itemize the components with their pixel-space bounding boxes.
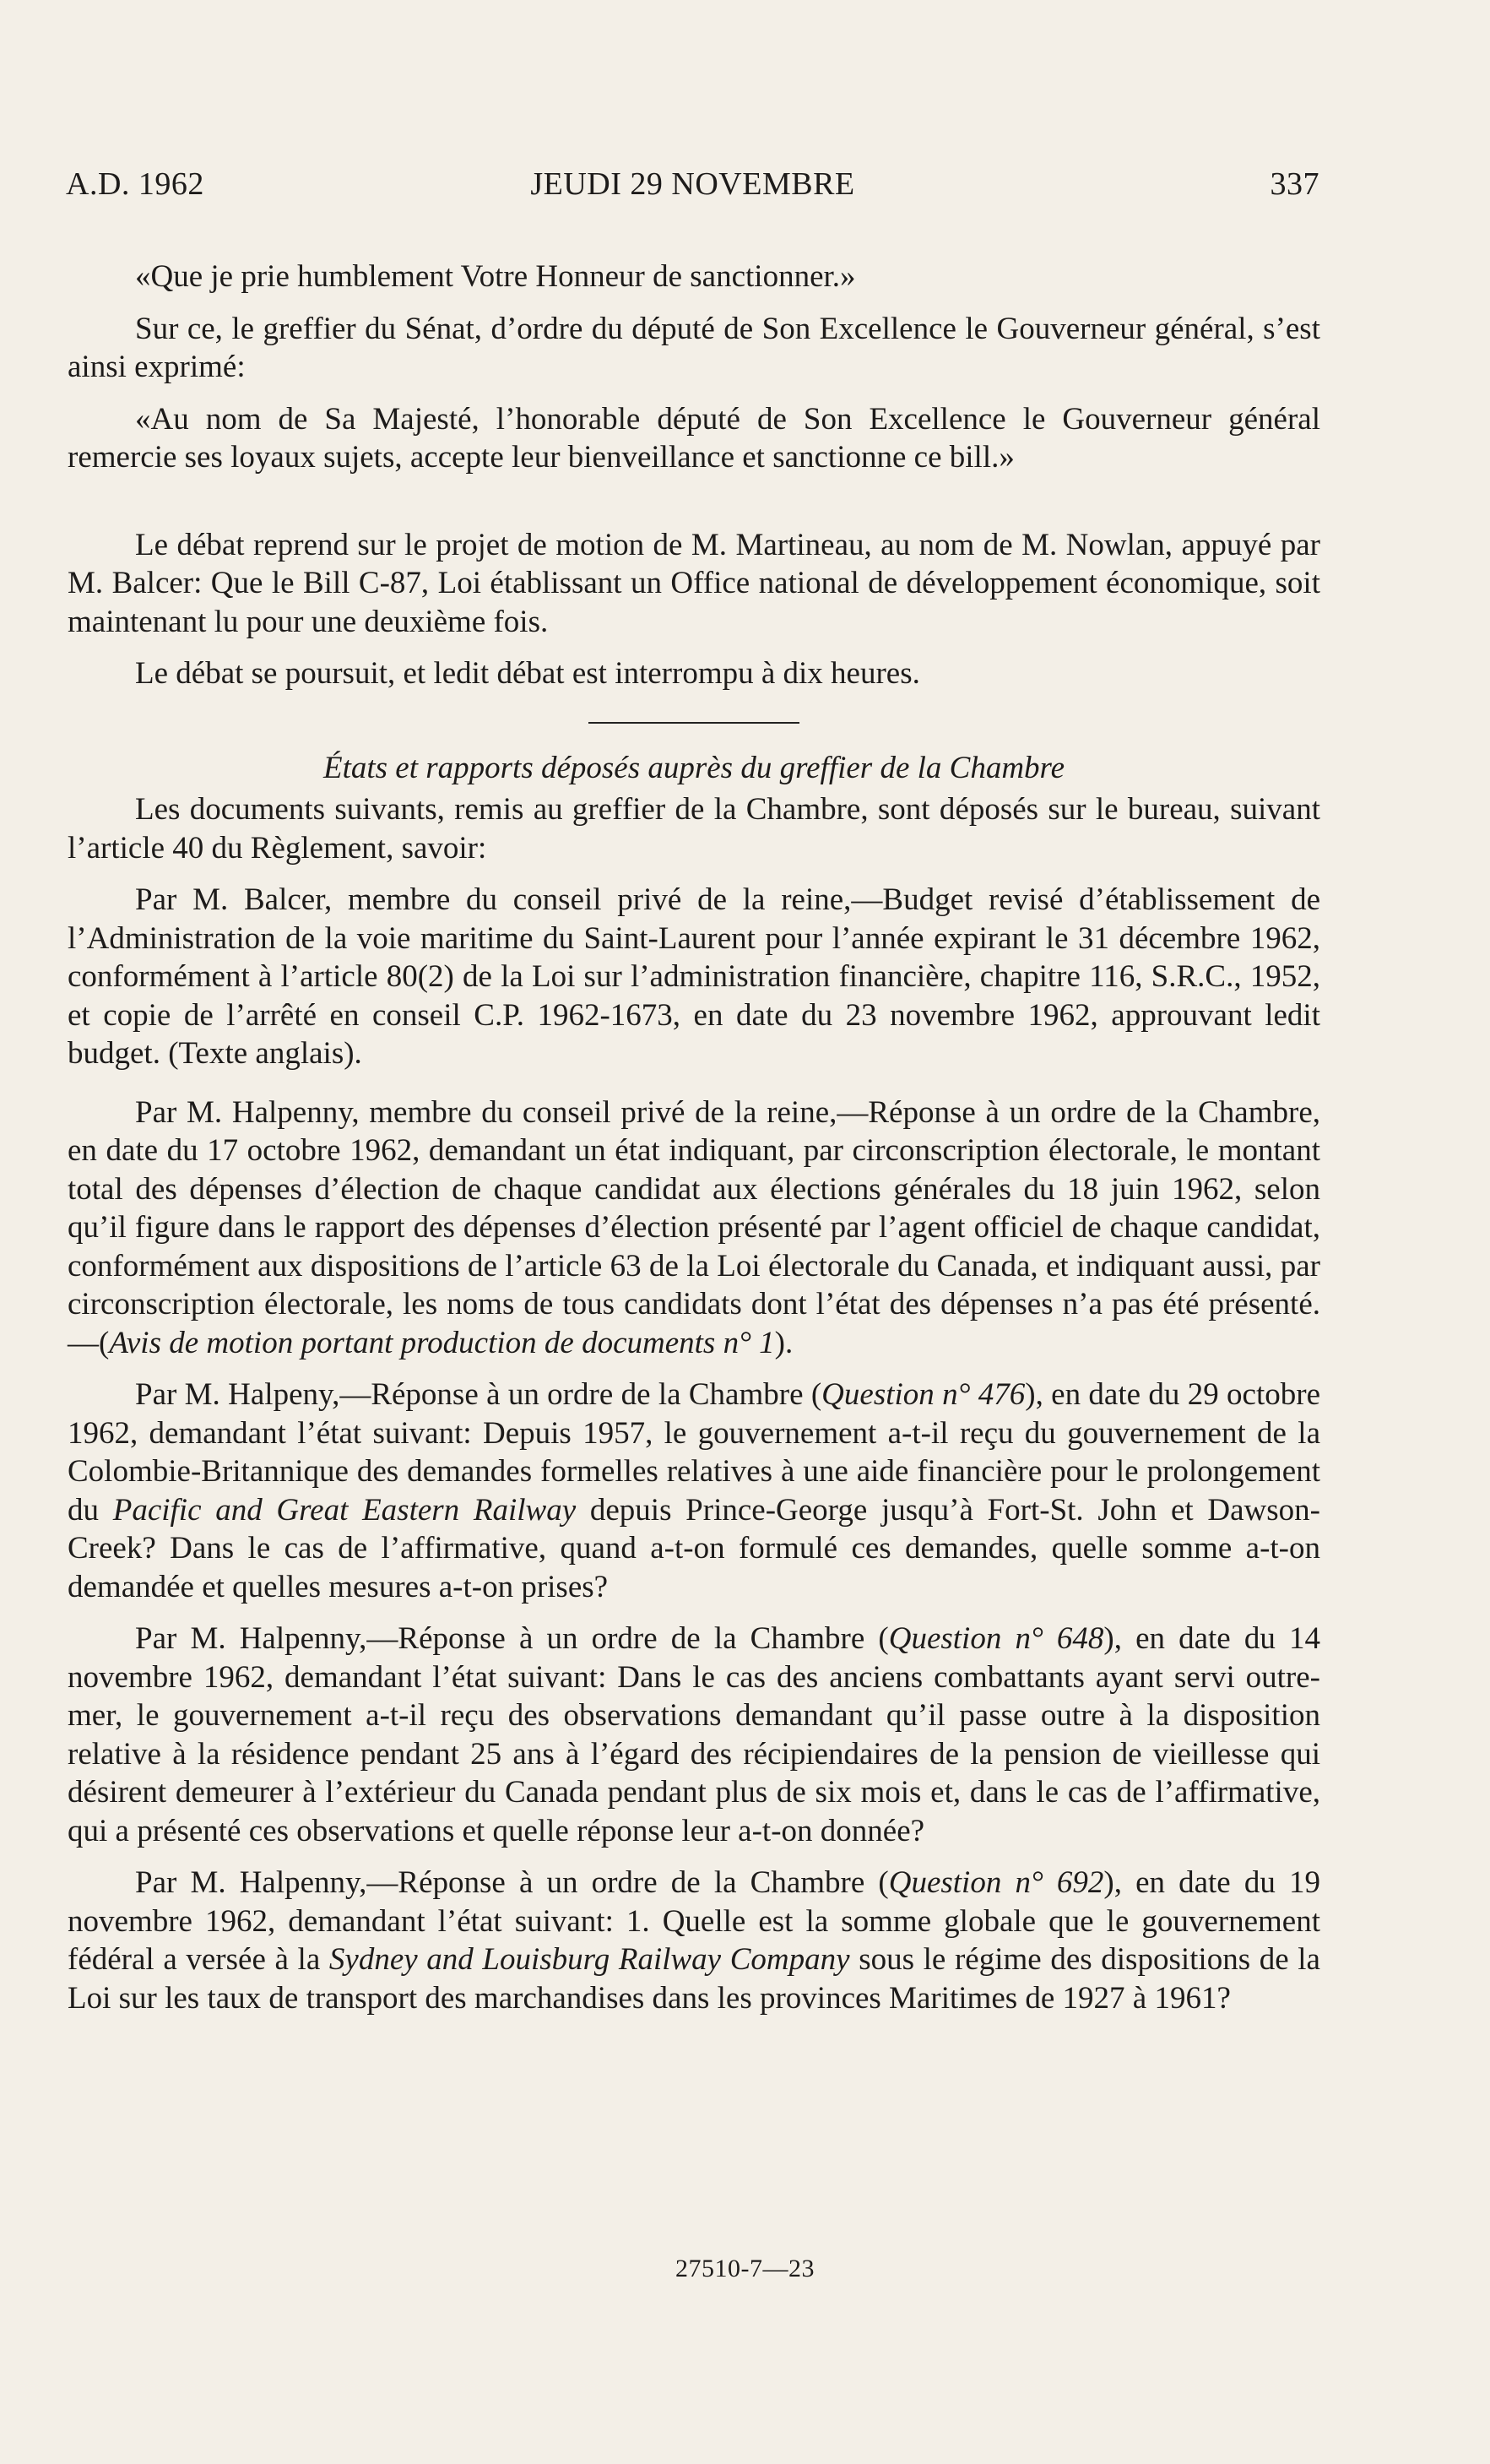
italic-span: Sydney and Louisburg Railway Company — [328, 1942, 850, 1977]
text-span: ), en date du 19 novembre 1962, demandant l’état suivant: 1. Quelle est la somme globale que le gouvernement fédéral a versée à la — [68, 1865, 1320, 1977]
italic-span: Question n° 692 — [888, 1865, 1104, 1900]
text-span: Par M. Halpeny,—Réponse à un ordre de la Chambre ( — [135, 1377, 822, 1412]
paragraph-debate-resumes: Le débat reprend sur le projet de motion de M. Martineau, au nom de M. Nowlan, appuyé par M. Balcer: Que le Bill C-87, Loi établissant un Office national de développement économique, soit maintenant lu pour une deuxième fois. — [68, 527, 1320, 639]
header-year: A.D. 1962 — [66, 166, 204, 202]
text-span: Par M. Halpenny, membre du conseil privé de la reine,—Réponse à un ordre de la Chambre, en date du 17 octobre 1962, demandant un état indiquant, par circonscription électorale, le montant total des dépenses d’élection de chaque candidat aux élections générales du 18 juin 1962, selon qu’il figure dans le rapport des dépenses d’élection présenté par l’agent officiel de chaque candidat, conformément aux dispositions de l’article 63 de la Loi électorale du Canada, et indiquant aussi, par circonscription électorale, les noms de tous candidats dont l’état des dépenses n’a pas été présenté.—( — [68, 1094, 1320, 1360]
page-header — [66, 166, 1319, 216]
text-span: ). — [774, 1325, 794, 1360]
italic-span: Question n° 648 — [888, 1621, 1104, 1656]
section-divider — [588, 722, 799, 724]
paragraph-balcer-budget: Par M. Balcer, membre du conseil privé de la reine,—Budget revisé d’établissement de l’Administration de la voie maritime du Saint-Laurent pour l’année expirant le 31 décembre 1962, conformément à l’article 80(2) de la Loi sur l’administration financière, chapitre 116, S.R.C., 1952, et copie de l’arrêté en conseil C.P. 1962-1673, en date du 23 novembre 1962, approuvant ledit budget. (Texte anglais). — [68, 882, 1320, 1071]
paragraph-question-648 — [68, 1620, 1320, 1850]
paragraph-question-692 — [68, 1864, 1320, 2017]
text-span: sous le régime des dispositions de la Loi sur les taux de transport des marchandises dans les provinces Maritimes de 1927 à 1961? — [68, 1942, 1320, 2016]
italic-span: Pacific and Great Eastern Railway — [112, 1492, 577, 1528]
page-body — [68, 258, 1320, 2017]
text-span: Par M. Halpenny,—Réponse à un ordre de la Chambre ( — [135, 1621, 889, 1656]
page-footer-code: 27510-7—23 — [675, 2255, 815, 2282]
header-date: JEUDI 29 NOVEMBRE — [530, 166, 855, 202]
paragraph-question-476 — [68, 1376, 1320, 1606]
paragraph-prayer: «Que je prie humblement Votre Honneur de sanctionner.» — [135, 259, 856, 294]
paragraph-clerk: Sur ce, le greffier du Sénat, d’ordre du député de Son Excellence le Gouverneur général, s’est ainsi exprimé: — [68, 311, 1320, 384]
paragraph-documents-intro: Les documents suivants, remis au greffier de la Chambre, sont déposés sur le bureau, suivant l’article 40 du Règlement, savoir: — [68, 792, 1320, 866]
text-span: ), en date du 14 novembre 1962, demandant l’état suivant: Dans le cas des anciens combattants ayant servi outre-mer, le gouvernement a-t-il reçu des observations demandant qu’il passe outre à la disposition relative à la résidence pendant 25 ans à l’égard des récipiendaires de la pension de vieillesse qui désirent demeurer à l’extérieur du Canada pendant plus de six mois et, dans le cas de l’affirmative, qui a présenté ces observations et quelle réponse leur a-t-on donnée? — [68, 1621, 1320, 1848]
italic-span: Question n° 476 — [821, 1377, 1026, 1412]
text-span: depuis Prince-George jusqu’à Fort-St. John et Dawson-Creek? Dans le cas de l’affirmative, quand a-t-on formulé ces demandes, quelle somme a-t-on demandée et quelles mesures a-t-on prises? — [68, 1492, 1320, 1604]
italic-span: Avis de motion portant production de documents n° 1 — [109, 1325, 775, 1360]
paragraph-royal-assent: «Au nom de Sa Majesté, l’honorable député de Son Excellence le Gouverneur général remercie ses loyaux sujets, accepte leur bienveillance et sanctionne ce bill.» — [68, 401, 1320, 475]
paragraph-halpenny-election — [68, 1094, 1320, 1363]
text-span: ), en date du 29 octobre 1962, demandant l’état suivant: Depuis 1957, le gouvernement a-t-il reçu du gouvernement de la Colombie-Britannique des demandes formelles relatives à une aide financière pour le prolongement du — [68, 1377, 1320, 1528]
paragraph-debate-interrupted: Le débat se poursuit, et ledit débat est interrompu à dix heures. — [135, 656, 920, 691]
section-title: États et rapports déposés auprès du greffier de la Chambre — [322, 750, 1065, 785]
page-number: 337 — [1270, 166, 1319, 202]
text-span: Par M. Halpenny,—Réponse à un ordre de la Chambre ( — [135, 1865, 889, 1900]
